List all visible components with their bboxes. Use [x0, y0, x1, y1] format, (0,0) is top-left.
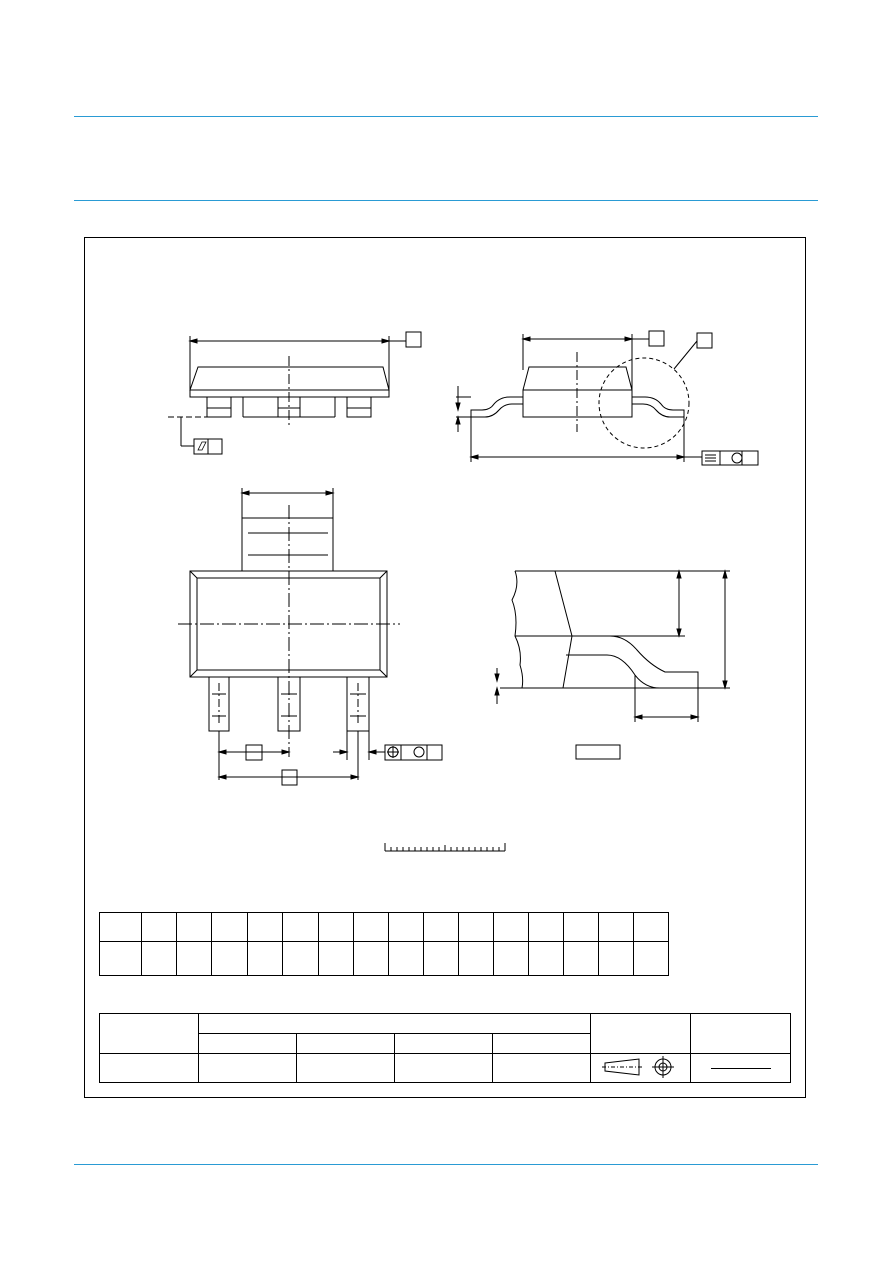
dimension-cell [142, 942, 177, 976]
dimension-cell [142, 913, 177, 942]
reference-value-1 [199, 1054, 297, 1083]
dimension-cell [459, 913, 494, 942]
reference-value-2 [297, 1054, 395, 1083]
scale-bar [385, 843, 505, 851]
reference-col-2 [297, 1034, 395, 1054]
projection-symbol-cell [591, 1054, 691, 1083]
outline-version-table [99, 1013, 791, 1083]
dimension-cell [424, 942, 459, 976]
dimension-cell [248, 913, 283, 942]
reference-col-1 [199, 1034, 297, 1054]
issue-date-value [691, 1054, 791, 1083]
dimension-cell [634, 942, 669, 976]
reference-col-4 [493, 1034, 591, 1054]
dimension-cell [100, 913, 142, 942]
version-value [100, 1054, 199, 1083]
side-view-front [168, 332, 421, 454]
side-view-end [456, 331, 758, 465]
dimension-cell [564, 942, 599, 976]
dimension-cell [354, 913, 389, 942]
dimension-cell [389, 913, 424, 942]
top-view [178, 488, 442, 785]
dimension-cell [100, 942, 142, 976]
dimension-cell [494, 913, 529, 942]
dimension-cell [248, 942, 283, 976]
dimension-cell [389, 942, 424, 976]
dimension-cell [529, 942, 564, 976]
dimension-cell [319, 942, 354, 976]
reference-value-4 [493, 1054, 591, 1083]
references-header [199, 1014, 591, 1034]
dimension-cell [283, 942, 319, 976]
datum-box-a [406, 332, 421, 347]
reference-col-3 [395, 1034, 493, 1054]
lead-detail-view [495, 571, 730, 759]
dimension-cell [599, 942, 634, 976]
dimension-cell [424, 913, 459, 942]
dimension-cell [494, 942, 529, 976]
dimension-cell [319, 913, 354, 942]
datum-box-b [649, 331, 664, 346]
dimension-cell [354, 942, 389, 976]
reference-value-3 [395, 1054, 493, 1083]
dimension-cell [212, 942, 248, 976]
dimension-cell [212, 913, 248, 942]
dimension-cell [459, 942, 494, 976]
projection-header [591, 1014, 691, 1054]
dimension-cell [283, 913, 319, 942]
detail-caption-box [576, 745, 620, 759]
dimension-cell [564, 913, 599, 942]
issue-date-header [691, 1014, 791, 1054]
dimension-cell [177, 942, 212, 976]
dimension-cell [529, 913, 564, 942]
third-angle-projection-icon [601, 1056, 681, 1078]
dimension-cell [177, 913, 212, 942]
dimension-table [99, 912, 669, 976]
dimension-cell [634, 913, 669, 942]
outline-version-cell [100, 1014, 199, 1054]
detail-label-box [697, 333, 712, 348]
dimension-cell [599, 913, 634, 942]
